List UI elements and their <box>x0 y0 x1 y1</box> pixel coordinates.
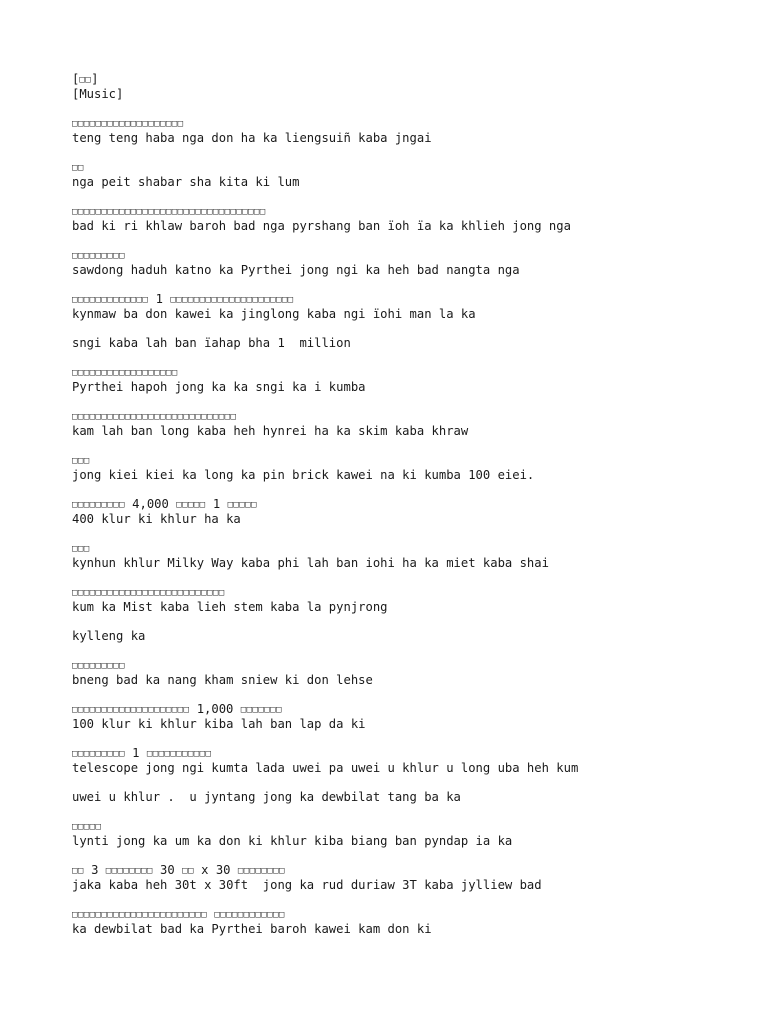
translated-caption-line: kam lah ban long kaba heh hynrei ha ka skim kaba khraw <box>72 424 469 438</box>
translated-caption-line: 100 klur ki khlur kiba lah ban lap da ki <box>72 717 366 731</box>
original-caption-line <box>72 409 752 424</box>
blank-line <box>72 102 752 116</box>
missing-glyph-run: □□□□□□□□□□□□□□□□□□□□□□□□□□□□□□□□□ <box>72 207 266 217</box>
original-caption-line <box>72 116 752 131</box>
missing-glyph-run: □□□□□□□□□□□ <box>146 749 212 759</box>
translated-caption-line: kynhun khlur Milky Way kaba phi lah ban iohi ha ka miet kaba shai <box>72 556 549 570</box>
blank-line <box>72 644 752 658</box>
translated-caption-line: bad ki ri khlaw baroh bad nga pyrshang ban ïoh ïa ka khlieh jong nga <box>72 219 571 233</box>
missing-glyph-run: □□□□□□□□ <box>105 866 153 876</box>
original-caption-line: □□ 3 □□□□□□□□ 30 □□ x 30 □□□□□□□□ <box>72 863 285 877</box>
blank-line <box>72 234 752 248</box>
translated-caption-line: sngi kaba lah ban ïahap bha 1 million <box>72 336 351 350</box>
missing-glyph-run: □□□□□□□□□ <box>72 749 125 759</box>
translated-caption-line: jong kiei kiei ka long ka pin brick kawei na ki kumba 100 eiei. <box>72 468 535 482</box>
translated-caption-line: kum ka Mist kaba lieh stem kaba la pynjrong <box>72 600 388 614</box>
original-caption-line: □□□□□□□□□ 1 □□□□□□□□□□□ <box>72 746 212 760</box>
blank-line <box>72 732 752 746</box>
original-caption-line <box>72 453 752 468</box>
missing-glyph-run: □□ <box>182 866 194 876</box>
original-caption-line: □□□□□□□□□□□□□□□□□□□□ 1,000 □□□□□□□ <box>72 702 282 716</box>
blank-line <box>72 805 752 819</box>
blank-line <box>72 439 752 453</box>
blank-line <box>72 278 752 292</box>
blank-line <box>72 688 752 702</box>
original-caption-line <box>72 819 752 834</box>
translated-caption-line: [Music] <box>72 87 124 101</box>
missing-glyph-run: □□□□□□□□ <box>237 866 285 876</box>
translated-caption-line: lynti jong ka um ka don ki khlur kiba biang ban pyndap ia ka <box>72 834 513 848</box>
original-caption-line <box>72 160 752 175</box>
blank-line <box>72 776 752 790</box>
missing-glyph-run: □□□ <box>72 544 90 554</box>
original-caption-line: [□□] <box>72 72 99 86</box>
missing-glyph-run: □□□□□□□□□ <box>72 661 125 671</box>
missing-glyph-run: □□□□□□□□□□□□□□□□□□ <box>72 368 178 378</box>
blank-line <box>72 146 752 160</box>
original-caption-line <box>72 248 752 263</box>
missing-glyph-run: □□□ <box>72 456 90 466</box>
missing-glyph-run: □□□□□ <box>176 500 206 510</box>
translated-caption-line: kynmaw ba don kawei ka jinglong kaba ngi ïohi man la ka <box>72 307 476 321</box>
missing-glyph-run: □□□□□□□ <box>240 705 282 715</box>
original-caption-line <box>72 658 752 673</box>
translated-caption-line: Pyrthei hapoh jong ka ka sngi ka i kumba <box>72 380 366 394</box>
missing-glyph-run: □□□□□□□□□□□□□□□□□□□□□□□□□□□□ <box>72 412 237 422</box>
blank-line <box>72 893 752 907</box>
missing-glyph-run: □□□□□ <box>72 822 102 832</box>
missing-glyph-run: □□□□□□□□□□□□□□□□□□□□□ <box>170 295 294 305</box>
missing-glyph-run: □□□□□□□□□□□□□□□□□□□□□□□□□□ <box>72 588 225 598</box>
transcript-document <box>72 72 752 937</box>
missing-glyph-run: □□□□□□□□□□□□□ <box>72 295 149 305</box>
missing-glyph-run: □□□□□ <box>227 500 257 510</box>
translated-caption-line: kylleng ka <box>72 629 146 643</box>
blank-line <box>72 351 752 365</box>
original-caption-line <box>72 204 752 219</box>
translated-caption-line: jaka kaba heh 30t x 30ft jong ka rud duriaw 3T kaba jylliew bad <box>72 878 542 892</box>
translated-caption-line: bneng bad ka nang kham sniew ki don lehse <box>72 673 373 687</box>
translated-caption-line: 400 klur ki khlur ha ka <box>72 512 241 526</box>
translated-caption-line: nga peit shabar sha kita ki lum <box>72 175 300 189</box>
blank-line <box>72 571 752 585</box>
original-caption-line: □□□□□□□□□□□□□ 1 □□□□□□□□□□□□□□□□□□□□□ <box>72 292 294 306</box>
missing-glyph-run: □□□□□□□□□ <box>72 251 125 261</box>
missing-glyph-run: □□ <box>72 866 84 876</box>
missing-glyph-run: □□□□□□□□□□□□□□□□□□□□□□□ <box>72 910 207 920</box>
missing-glyph-run: □□□□□□□□□□□□ <box>214 910 285 920</box>
blank-line <box>72 615 752 629</box>
original-caption-line: □□□□□□□□□ 4,000 □□□□□ 1 □□□□□ <box>72 497 257 511</box>
blank-line <box>72 849 752 863</box>
blank-line <box>72 527 752 541</box>
missing-glyph-run: □□□□□□□□□□□□□□□□□□□□ <box>72 705 190 715</box>
original-caption-line <box>72 907 752 922</box>
translated-caption-line: ka dewbilat bad ka Pyrthei baroh kawei kam don ki <box>72 922 432 936</box>
original-caption-line <box>72 365 752 380</box>
missing-glyph-run: □□ <box>79 75 92 85</box>
missing-glyph-run: □□□□□□□□□□□□□□□□□□□ <box>72 119 184 129</box>
translated-caption-line: telescope jong ngi kumta lada uwei pa uwei u khlur u long uba heh kum <box>72 761 579 775</box>
blank-line <box>72 190 752 204</box>
blank-line <box>72 395 752 409</box>
original-caption-line <box>72 541 752 556</box>
missing-glyph-run: □□ <box>72 163 84 173</box>
translated-caption-line: teng teng haba nga don ha ka liengsuiñ kaba jngai <box>72 131 432 145</box>
blank-line <box>72 322 752 336</box>
blank-line <box>72 483 752 497</box>
original-caption-line <box>72 585 752 600</box>
translated-caption-line: sawdong haduh katno ka Pyrthei jong ngi ka heh bad nangta nga <box>72 263 520 277</box>
translated-caption-line: uwei u khlur . u jyntang jong ka dewbilat tang ba ka <box>72 790 461 804</box>
missing-glyph-run: □□□□□□□□□ <box>72 500 125 510</box>
